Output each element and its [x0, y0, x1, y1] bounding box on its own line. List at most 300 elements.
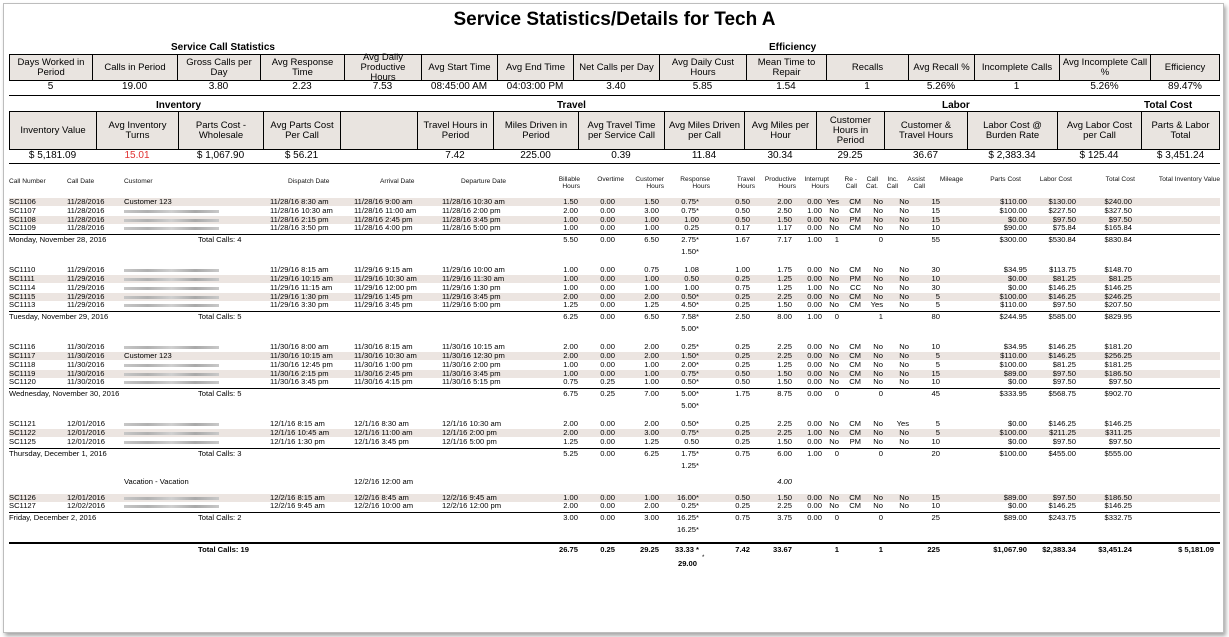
- summary-10: 0.75: [735, 448, 750, 458]
- summary-19: $455.00: [1048, 448, 1076, 458]
- inv-value-5: 7.42: [445, 150, 465, 161]
- grand-total-7: 0.25: [600, 545, 615, 555]
- cell-17: 10: [931, 342, 940, 352]
- cell-1: 11/28/2016: [67, 223, 105, 233]
- cell-14: CM: [849, 197, 861, 206]
- inv-header-label-11: Customer & Travel Hours: [898, 119, 954, 141]
- summary-extra-response: 16.25*: [677, 525, 699, 535]
- summary-17: 55: [931, 235, 940, 245]
- cell-14: CM: [849, 419, 861, 429]
- cell-18: $0.00: [1007, 501, 1027, 511]
- stats-value-row: [9, 80, 1220, 94]
- cell-4: 11/30/16 2:45 pm: [354, 368, 413, 378]
- cell-8: 1.00: [644, 223, 659, 233]
- cell-12: 1.00: [807, 282, 822, 292]
- summary-extra: [9, 402, 1220, 410]
- cell-5: 11/30/16 3:45 pm: [442, 368, 501, 378]
- cell-4: 11/28/16 9:00 am: [354, 197, 413, 206]
- cell-0: SC1126: [9, 492, 36, 502]
- cell-9: 1.00: [684, 282, 699, 292]
- cell-18: $89.00: [1003, 368, 1027, 378]
- cell-19: $81.25: [1052, 274, 1076, 283]
- cell-8: 0.75: [644, 265, 659, 275]
- stats-header-label-12: Incomplete Calls: [981, 61, 1053, 73]
- inv-value-13: $ 125.44: [1079, 150, 1119, 161]
- cell-4: 11/29/16 1:45 pm: [354, 291, 413, 301]
- group-label-total: Total Cost: [1144, 100, 1193, 111]
- cell-12: 0.00: [807, 214, 822, 224]
- summary-11: 3.75: [777, 513, 792, 523]
- stats-value-4: 7.53: [372, 81, 393, 92]
- cell-11: 2.50: [777, 205, 792, 215]
- vacation-hours: 4.00: [777, 476, 792, 486]
- summary-6: 3.00: [563, 513, 578, 523]
- cell-10: 0.25: [735, 274, 750, 283]
- cell-10: 0.25: [735, 419, 750, 429]
- summary-day: Monday, November 28, 2016: [9, 235, 107, 245]
- cell-11: 1.50: [777, 368, 792, 378]
- inv-value-14: $ 3,451.24: [1156, 150, 1205, 161]
- summary-6: 5.50: [563, 235, 578, 245]
- cell-8: 1.25: [644, 300, 659, 310]
- cell-7: 0.00: [600, 359, 615, 369]
- summary-9: 2.75*: [681, 235, 699, 245]
- summary-15: 1: [878, 312, 883, 322]
- customer-name-redacted: [124, 381, 219, 384]
- table-row: [9, 352, 1220, 360]
- inv-value-10: 29.25: [837, 150, 863, 161]
- cell-7: 0.00: [600, 501, 615, 511]
- column-header-19: Labor Cost: [1039, 176, 1072, 183]
- inv-header-8: [664, 112, 744, 149]
- cell-4: 11/30/16 8:15 am: [354, 342, 413, 352]
- customer-name-redacted: [124, 441, 219, 444]
- inv-value-3: $ 56.21: [284, 150, 319, 161]
- cell-13: No: [829, 377, 839, 387]
- vacation-row: [9, 478, 1220, 486]
- cell-4: 11/30/16 1:00 pm: [354, 359, 413, 369]
- column-header-17: Mileage: [939, 176, 963, 183]
- summary-20: $829.95: [1104, 312, 1132, 322]
- cell-14: CM: [849, 377, 861, 387]
- column-header-2: Customer: [124, 178, 153, 185]
- cell-1: 11/30/2016: [67, 342, 105, 352]
- cell-11: 1.50: [777, 436, 792, 446]
- stats-header-label-10: Recalls: [851, 61, 884, 73]
- cell-19: $97.50: [1052, 492, 1076, 502]
- cell-3: 12/1/16 10:45 am: [270, 428, 330, 437]
- grand-total-extra: [9, 560, 1220, 568]
- cell-8: 3.00: [644, 205, 659, 215]
- summary-17: 25: [931, 513, 940, 523]
- cell-0: SC1113: [9, 300, 36, 310]
- cell-6: 1.00: [563, 492, 578, 502]
- stats-header-14: [1150, 55, 1220, 80]
- cell-17: 10: [931, 436, 940, 446]
- cell-11: 2.25: [777, 291, 792, 301]
- cell-7: 0.00: [600, 342, 615, 352]
- summary-extra: [9, 248, 1220, 256]
- cell-3: 11/30/16 8:00 am: [270, 342, 329, 352]
- cell-3: 11/29/16 10:15 am: [270, 274, 333, 283]
- cell-20: $97.50: [1108, 377, 1132, 387]
- cell-7: 0.00: [600, 214, 615, 224]
- cell-5: 11/28/16 5:00 pm: [442, 223, 501, 233]
- cell-1: 12/01/2016: [67, 492, 106, 502]
- cell-6: 1.25: [563, 300, 578, 310]
- stats-header-label-6: Avg End Time: [506, 61, 565, 73]
- summary-calls: Total Calls: 4: [198, 235, 242, 245]
- cell-11: 1.17: [777, 223, 792, 233]
- cell-0: SC1118: [9, 359, 36, 369]
- cell-17: 5: [935, 300, 940, 310]
- inv-header-9: [744, 112, 816, 149]
- cell-6: 2.00: [563, 342, 578, 352]
- column-header-7: Overtime: [597, 176, 624, 183]
- summary-6: 5.25: [563, 448, 578, 458]
- stats-header-label-3: Avg Response Time: [271, 56, 334, 78]
- stats-header-row: [9, 51, 1220, 83]
- table-row: [9, 429, 1220, 437]
- inv-header-2: [178, 112, 263, 149]
- vacation-date: 12/2/16 12:00 am: [354, 476, 414, 486]
- cell-18: $110.00: [1000, 351, 1027, 360]
- cell-0: SC1111: [9, 274, 35, 283]
- summary-extra-response: 1.25*: [681, 460, 699, 470]
- inv-value-7: 0.39: [611, 150, 631, 161]
- summary-extra-response: 1.50*: [681, 247, 699, 257]
- cell-0: SC1108: [9, 214, 36, 224]
- cell-15: No: [873, 428, 883, 437]
- cell-19: $97.50: [1052, 377, 1076, 387]
- stats-header-6: [497, 55, 573, 80]
- cell-7: 0.00: [600, 300, 615, 310]
- grand-total-row: [9, 546, 1220, 554]
- cell-15: No: [873, 359, 883, 369]
- summary-18: $100.00: [999, 448, 1027, 458]
- table-row: [9, 343, 1220, 351]
- summary-extra-response: 5.00*: [681, 324, 699, 334]
- cell-6: 0.75: [563, 377, 578, 387]
- customer-name-redacted: [124, 210, 219, 213]
- cell-17: 15: [931, 197, 940, 206]
- stats-value-12: 1: [1013, 81, 1020, 92]
- cell-9: 0.75*: [681, 205, 699, 215]
- summary-17: 45: [931, 389, 940, 399]
- cell-5: 11/28/16 2:00 pm: [442, 205, 501, 215]
- cell-7: 0.00: [600, 274, 615, 283]
- summary-19: $568.75: [1048, 389, 1076, 399]
- cell-9: 0.50*: [681, 419, 699, 429]
- summary-extra: [9, 462, 1220, 470]
- cell-12: 0.00: [807, 351, 822, 360]
- summary-11: 8.00: [777, 312, 792, 322]
- cell-11: 1.50: [777, 377, 792, 387]
- cell-18: $34.95: [1003, 342, 1027, 352]
- stats-value-2: 3.80: [208, 81, 229, 92]
- customer-name-redacted: [124, 269, 219, 272]
- cell-15: No: [873, 377, 883, 387]
- summary-8: 6.25: [644, 448, 659, 458]
- cell-9: 0.25*: [681, 342, 699, 352]
- cell-3: 12/2/16 8:15 am: [270, 492, 325, 502]
- summary-13: 0: [834, 389, 839, 399]
- summary-6: 6.25: [563, 312, 578, 322]
- cell-5: 11/30/16 5:15 pm: [442, 377, 501, 387]
- cell-19: $211.25: [1049, 428, 1076, 437]
- cell-10: 1.00: [735, 265, 750, 275]
- cell-3: 11/29/16 1:30 pm: [270, 291, 329, 301]
- cell-1: 11/29/2016: [67, 300, 105, 310]
- cell-4: 12/2/16 10:00 am: [354, 501, 414, 511]
- cell-15: No: [873, 214, 883, 224]
- cell-16: No: [899, 492, 909, 502]
- cell-10: 0.25: [735, 436, 750, 446]
- cell-5: 11/28/16 10:30 am: [442, 197, 505, 206]
- cell-16: No: [899, 300, 909, 310]
- group-labels-1: [9, 42, 1220, 52]
- stats-header-10: [826, 55, 908, 80]
- cell-3: 11/28/16 10:30 am: [270, 205, 333, 215]
- stats-header-label-7: Net Calls per Day: [579, 61, 654, 73]
- cell-4: 11/30/16 10:30 am: [354, 351, 417, 360]
- summary-12: 0.00: [807, 389, 822, 399]
- cell-7: 0.25: [600, 377, 615, 387]
- cell-14: PM: [849, 436, 861, 446]
- cell-3: 11/30/16 3:45 pm: [270, 377, 329, 387]
- cell-10: 0.50: [735, 197, 750, 206]
- stats-header-label-9: Mean Time to Repair: [757, 56, 816, 78]
- cell-19: $97.50: [1052, 214, 1076, 224]
- cell-19: $97.50: [1052, 368, 1076, 378]
- cell-16: No: [899, 282, 909, 292]
- cell-0: SC1125: [9, 436, 36, 446]
- cell-18: $0.00: [1007, 377, 1027, 387]
- table-row: [9, 224, 1220, 232]
- cell-20: $146.25: [1104, 282, 1132, 292]
- cell-5: 11/29/16 5:00 pm: [442, 300, 501, 310]
- grand-total-15: 1: [878, 545, 883, 555]
- cell-20: $181.25: [1104, 359, 1132, 369]
- cell-7: 0.00: [600, 282, 615, 292]
- cell-0: SC1107: [9, 205, 36, 215]
- grand-total-13: 1: [834, 545, 839, 555]
- cell-17: 15: [931, 492, 940, 502]
- cell-10: 0.25: [735, 428, 750, 437]
- cell-6: 2.00: [563, 428, 578, 437]
- cell-1: 11/30/2016: [67, 368, 105, 378]
- cell-6: 2.00: [563, 205, 578, 215]
- group-labels-2: [9, 100, 1220, 110]
- cell-6: 2.00: [563, 419, 578, 429]
- cell-0: SC1115: [9, 291, 36, 301]
- inv-header-label-13: Avg Labor Cost per Call: [1066, 119, 1133, 141]
- summary-13: 0: [834, 312, 839, 322]
- table-row: [9, 216, 1220, 224]
- cell-5: 12/1/16 10:30 am: [442, 419, 502, 429]
- cell-7: 0.00: [600, 197, 615, 206]
- cell-19: $130.00: [1048, 197, 1076, 206]
- cell-3: 11/29/16 8:15 am: [270, 265, 329, 275]
- summary-18: $89.00: [1003, 513, 1027, 523]
- summary-19: $585.00: [1048, 312, 1076, 322]
- cell-17: 5: [935, 291, 940, 301]
- cell-3: 11/28/16 2:15 pm: [270, 214, 329, 224]
- customer-name-redacted: [124, 364, 219, 367]
- stats-value-11: 5.26%: [926, 81, 956, 92]
- cell-20: $246.25: [1104, 291, 1132, 301]
- stats-value-1: 19.00: [121, 81, 148, 92]
- inv-header-5: [417, 112, 493, 149]
- summary-7: 0.00: [600, 235, 615, 245]
- cell-8: 1.00: [644, 492, 659, 502]
- inv-header-label-7: Avg Travel Time per Service Call: [587, 119, 656, 141]
- summary-9: 16.25*: [677, 513, 699, 523]
- cell-12: 0.00: [807, 368, 822, 378]
- inv-header-label-3: Avg Parts Cost Per Call: [270, 119, 334, 141]
- column-headers: [9, 176, 1220, 194]
- cell-6: 1.00: [563, 359, 578, 369]
- cell-0: SC1110: [9, 265, 36, 275]
- table-row: [9, 266, 1220, 274]
- cell-9: 1.50*: [681, 351, 699, 360]
- cell-3: 12/2/16 9:45 am: [270, 501, 325, 511]
- cell-14: CM: [849, 351, 861, 360]
- summary-11: 8.75: [777, 389, 792, 399]
- summary-calls: Total Calls: 3: [198, 448, 242, 458]
- inv-header-label-5: Travel Hours in Period: [423, 119, 488, 141]
- summary-10: 0.75: [735, 513, 750, 523]
- cell-1: 11/29/2016: [67, 291, 105, 301]
- cell-11: 1.25: [777, 282, 792, 292]
- stats-header-9: [746, 55, 826, 80]
- cell-19: $97.50: [1052, 436, 1076, 446]
- inv-header-label-6: Miles Driven in Period: [504, 119, 568, 141]
- cell-1: 11/28/2016: [67, 197, 105, 206]
- inv-header-label-2: Parts Cost - Wholesale: [195, 119, 247, 141]
- cell-1: 11/30/2016: [67, 359, 105, 369]
- cell-20: $186.50: [1104, 492, 1132, 502]
- cell-16: No: [899, 368, 909, 378]
- summary-15: 0: [878, 389, 883, 399]
- cell-4: 12/2/16 8:45 am: [354, 492, 409, 502]
- cell-18: $100.00: [999, 428, 1027, 437]
- grand-total-6: 26.75: [558, 545, 578, 555]
- cell-16: Yes: [896, 419, 909, 429]
- customer-name-redacted: [124, 346, 219, 349]
- stats-value-8: 5.85: [692, 81, 713, 92]
- summary-8: 6.50: [644, 235, 659, 245]
- cell-20: $97.50: [1108, 436, 1132, 446]
- column-header-6: Billable Hours: [558, 176, 580, 190]
- cell-16: No: [899, 359, 909, 369]
- cell-13: No: [829, 368, 839, 378]
- cell-1: 11/29/2016: [67, 282, 105, 292]
- cell-12: 0.00: [807, 436, 822, 446]
- cell-0: SC1106: [9, 197, 36, 206]
- cell-4: 11/28/16 4:00 pm: [354, 223, 413, 233]
- stats-header-label-14: Efficiency: [1164, 61, 1206, 73]
- cell-11: 1.25: [777, 359, 792, 369]
- column-header-1: Call Date: [67, 178, 95, 185]
- inv-value-6: 225.00: [520, 150, 551, 161]
- grand-total-19: $2,383.34: [1042, 545, 1076, 555]
- cell-9: 1.08: [684, 265, 699, 275]
- cell-7: 0.00: [600, 368, 615, 378]
- stats-header-4: [344, 51, 421, 83]
- summary-13: 1: [834, 235, 839, 245]
- stats-header-label-4: Avg Daily Productive Hours: [360, 51, 406, 83]
- grand-total-calls: Total Calls: 19: [198, 545, 249, 555]
- cell-13: No: [829, 351, 839, 360]
- cell-0: SC1109: [9, 223, 36, 233]
- cell-16: No: [899, 223, 909, 233]
- cell-13: Yes: [826, 197, 839, 206]
- cell-0: SC1122: [9, 428, 36, 437]
- summary-10: 1.75: [735, 389, 750, 399]
- cell-3: 11/29/16 11:15 am: [270, 282, 333, 292]
- cell-14: CC: [850, 282, 861, 292]
- cell-17: 30: [931, 265, 940, 275]
- vacation-label: Vacation - Vacation: [124, 476, 189, 486]
- cell-0: SC1121: [9, 419, 36, 429]
- cell-20: $327.50: [1104, 205, 1132, 215]
- cell-14: CM: [849, 223, 861, 233]
- divider-1: [9, 95, 1220, 96]
- cell-12: 0.00: [807, 359, 822, 369]
- grand-total-10: 7.42: [735, 545, 750, 555]
- summary-calls: Total Calls: 5: [198, 312, 242, 322]
- stats-header-1: [92, 55, 177, 80]
- stats-value-5: 08:45:00 AM: [430, 81, 488, 92]
- cell-12: 0.00: [807, 274, 822, 283]
- cell-4: 11/30/16 4:15 pm: [354, 377, 413, 387]
- cell-17: 10: [931, 274, 940, 283]
- cell-17: 10: [931, 223, 940, 233]
- cell-12: 1.00: [807, 205, 822, 215]
- cell-13: No: [829, 223, 839, 233]
- cell-16: No: [899, 436, 909, 446]
- report-title: Service Statistics/Details for Tech A: [453, 9, 776, 30]
- cell-7: 0.00: [600, 436, 615, 446]
- cell-15: No: [873, 291, 883, 301]
- summary-20: $902.70: [1104, 389, 1132, 399]
- cell-7: 0.00: [600, 419, 615, 429]
- cell-18: $110.00: [1000, 300, 1027, 310]
- cell-15: No: [873, 351, 883, 360]
- summary-8: 6.50: [644, 312, 659, 322]
- summary-day: Wednesday, November 30, 2016: [9, 389, 120, 399]
- cell-14: CM: [849, 359, 861, 369]
- table-row: [9, 361, 1220, 369]
- summary-9: 5.00*: [681, 389, 699, 399]
- group-label-service: Service Call Statistics: [171, 42, 275, 53]
- cell-14: CM: [849, 300, 861, 310]
- summary-day: Thursday, December 1, 2016: [9, 448, 107, 458]
- stats-header-label-13: Avg Incomplete Call %: [1062, 56, 1148, 78]
- cell-14: CM: [849, 265, 861, 275]
- inv-value-4: [340, 149, 417, 163]
- column-header-3: Dispatch Date: [288, 178, 330, 185]
- table-row: [9, 275, 1220, 283]
- cell-14: CM: [849, 342, 861, 352]
- stats-header-5: [421, 55, 497, 80]
- cell-12: 0.00: [807, 342, 822, 352]
- stats-header-8: [659, 55, 746, 80]
- cell-6: 2.00: [563, 291, 578, 301]
- cell-16: No: [899, 342, 909, 352]
- inv-header-label-12: Labor Cost @ Burden Rate: [983, 119, 1042, 141]
